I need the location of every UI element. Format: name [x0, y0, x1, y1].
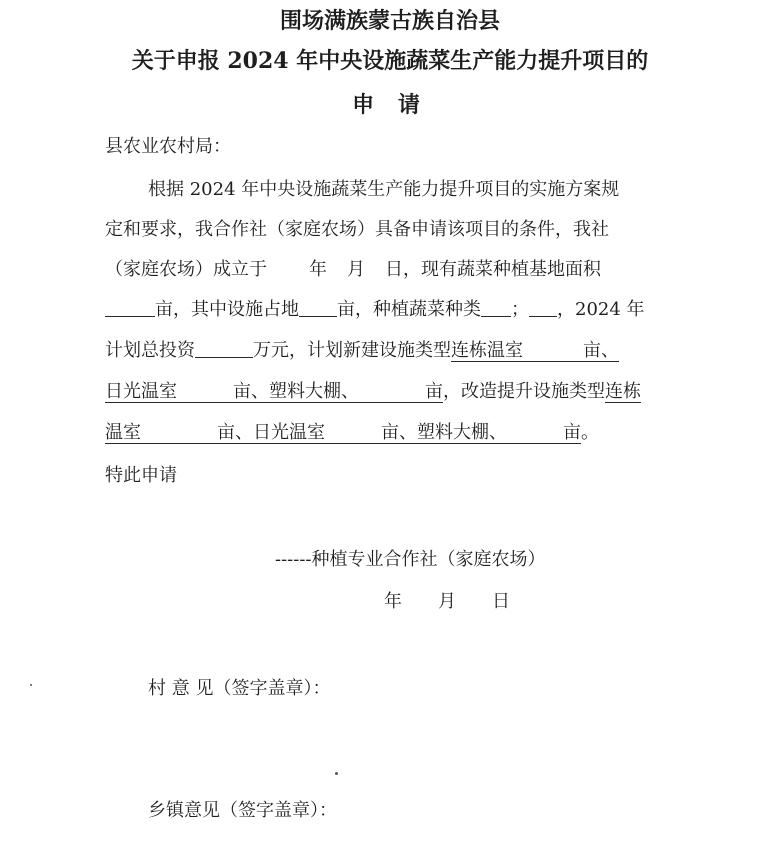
closing-text: 特此申请 [105, 465, 177, 486]
title-application: 申 请 [352, 92, 428, 118]
new-facility-text: 万元，计划新建设施类型 [253, 340, 451, 361]
year-2024-text: ，2024 年 [557, 299, 645, 320]
year-label: 年 [309, 259, 327, 280]
solar-greenhouse-label: 日光温室 [105, 381, 177, 402]
solar-greenhouse-label: 亩、日光温室 [217, 422, 325, 443]
month-label: 月 [347, 259, 365, 280]
scan-speck [30, 684, 32, 686]
facility-area-blank [299, 298, 337, 317]
signature-year: 年 [384, 591, 402, 612]
greenhouse-label: 温室 [105, 422, 141, 443]
facility-area-text: 亩，其中设施占地 [155, 299, 299, 320]
paragraph-line-1: 根据 2024 年中央设施蔬菜生产能力提升项目的实施方案规 [148, 179, 620, 200]
period: 。 [581, 422, 599, 443]
plastic-tunnel-label: 亩、塑料大棚、 [233, 381, 359, 402]
plastic-tunnel-label: 亩、塑料大棚、 [381, 422, 507, 443]
township-opinion: 乡镇意见（签字盖章）： [148, 800, 337, 821]
signature-day: 日 [492, 591, 510, 612]
vegetable-type-text: 亩，种植蔬菜种类 [337, 299, 481, 320]
scan-speck [335, 772, 338, 775]
paragraph-line-6 [105, 380, 641, 404]
title-county: 围场满族蒙古族自治县 [279, 8, 500, 34]
addressee: 县农业农村局： [105, 136, 231, 157]
new-solar-greenhouse [105, 382, 443, 403]
paragraph-line-2: 定和要求，我合作社（家庭农场）具备申请该项目的条件，我社 [105, 219, 609, 240]
paragraph-line-4 [105, 298, 645, 322]
investment-blank [195, 339, 253, 358]
multispan-greenhouse-label: 连栋温室 [451, 340, 523, 361]
upgrade-facility-text: ，改造提升设施类型 [443, 381, 605, 402]
title-project: 关于申报 2024 年中央设施蔬菜生产能力提升项目的 [131, 48, 649, 74]
base-area-text: 日，现有蔬菜种植基地面积 [385, 259, 601, 280]
mu-unit: 亩、 [583, 340, 619, 361]
established-text: （家庭农场）成立于 [105, 259, 267, 280]
paragraph-line-5 [105, 339, 619, 363]
mu-unit: 亩 [425, 381, 443, 402]
paragraph-line-7 [105, 421, 599, 445]
mu-unit: 亩 [563, 422, 581, 443]
investment-text: 计划总投资 [105, 340, 195, 361]
paragraph-line-3 [105, 258, 601, 282]
signature-org: ------种植专业合作社（家庭农场） [275, 549, 546, 570]
base-area-blank [105, 298, 155, 317]
semicolon: ； [511, 299, 529, 320]
signature-month: 月 [438, 591, 456, 612]
new-multispan-greenhouse [451, 341, 619, 362]
village-opinion: 村 意 见（签字盖章）： [148, 678, 331, 699]
vegetable-type-blank-1 [481, 298, 511, 317]
signature-date [384, 590, 510, 614]
upgrade-facility-types [105, 423, 581, 444]
vegetable-type-blank-2 [529, 298, 557, 317]
upgrade-multispan-label: 连栋 [605, 381, 641, 402]
